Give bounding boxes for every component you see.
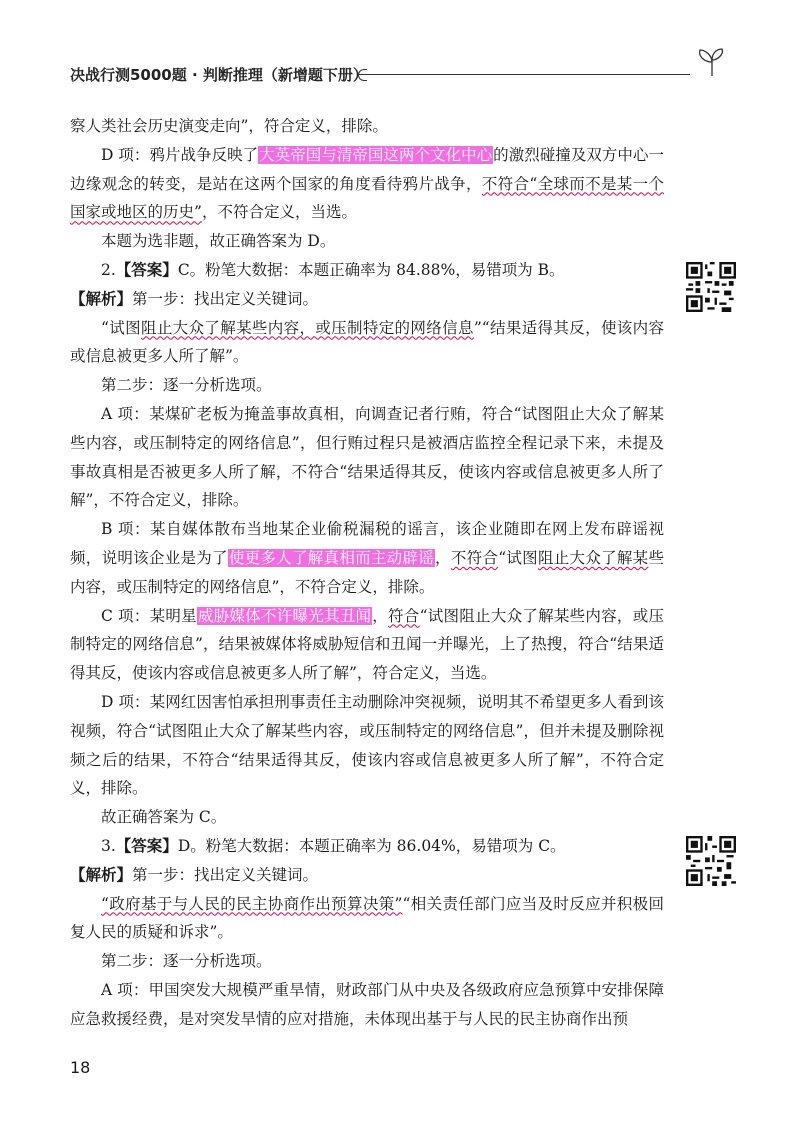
header-rule: [358, 74, 690, 75]
sprout-icon: [692, 48, 732, 78]
page-number: 18: [70, 1058, 91, 1077]
option-a: A 项：某煤矿老板为掩盖事故真相，向调查记者行贿，符合“试图阻止大众了解某些内容，或压制特定的网络信息”，但行贿过程只是被酒店监控全程记录下来，未提及事故真相是否被更多人所了解，不符合“结果适得其反，使该内容或信息被更多人所了解”，不符合定义，排除。: [70, 404, 664, 510]
highlight: 威胁媒体不许曝光其丑闻: [197, 606, 372, 625]
paragraph: 第二步：逐一分析选项。: [101, 376, 272, 395]
paragraph: 故正确答案为 C。: [101, 808, 227, 827]
paragraph: 察人类社会历史演变走向”，符合定义，排除。: [70, 117, 388, 135]
analysis-heading: 【解析】第一步：找出定义关键词。: [70, 865, 319, 884]
wavy-underline: 符合: [388, 606, 420, 625]
qr-code-icon[interactable]: [686, 262, 736, 312]
question-answer: 2.【答案】C。粉笔大数据：本题正确率为 84.88%，易错项为 B。: [101, 260, 565, 279]
analysis-heading: 【解析】第一步：找出定义关键词。: [70, 289, 319, 308]
option-a: A 项：甲国突发大规模严重旱情，财政部门从中央及各级政府应急预算中安排保障应急救援经费，是对突发旱情的应对措施，未体现出基于与人民的民主协商作出预: [70, 980, 664, 1028]
paragraph: “试图阻止大众了解某些内容，或压制特定的网络信息”“结果适得其反，使该内容或信息被更多人所了解”。: [70, 318, 664, 366]
wavy-underline: 不符合: [450, 548, 499, 567]
option-c: C 项：某明星威胁媒体不许曝光其丑闻，符合“试图阻止大众了解某些内容，或压制特定的网络信息”，结果被媒体将威胁短信和丑闻一并曝光，上了热搜，符合“结果适得其反，使该内容或信息被更多人所了解”，符合定义，当选。: [70, 606, 664, 683]
paragraph: 第二步：逐一分析选项。: [101, 952, 272, 971]
highlight: 大英帝国与清帝国这两个文化中心: [259, 145, 493, 164]
wavy-underline: 阻止大众了解某: [537, 548, 649, 567]
qr-code-icon[interactable]: [686, 836, 736, 886]
book-title: 决战行测5000题 · 判断推理（新增题下册）: [70, 66, 368, 84]
paragraph: 本题为选非题，故正确答案为 D。: [101, 232, 336, 251]
highlight: 使更多人了解真相而主动辟谣: [228, 548, 435, 567]
wavy-underline: “政府基于与人民的民主协商作出预算决策”: [101, 894, 403, 913]
question-answer: 3.【答案】D。粉笔大数据：本题正确率为 86.04%，易错项为 C。: [101, 836, 566, 855]
paragraph: “政府基于与人民的民主协商作出预算决策”“相关责任部门应当及时反应并积极回复人民的质疑和诉求”。: [70, 894, 664, 942]
paragraph: D 项：鸦片战争反映了大英帝国与清帝国这两个文化中心的激烈碰撞及双方中心一边缘观念的转变，是站在这两个国家的角度看待鸦片战争，不符合“全球而不是某一个国家或地区的历史”，不符合定义，当选。: [70, 145, 664, 222]
wavy-underline: 阻止大众了解某些内容，或压制特定的网络信息: [140, 318, 474, 337]
answer-explanation-body: [70, 112, 664, 1034]
running-header: [70, 58, 690, 88]
option-d: D 项：某网红因害怕承担刑事责任主动删除冲突视频，说明其不希望更多人看到该视频，符合“试图阻止大众了解某些内容，或压制特定的网络信息”，但并未提及删除视频之后的结果，不符合“结果适得其反，使该内容或信息被更多人所了解”，不符合定义，排除。: [70, 692, 664, 798]
option-b: B 项：某自媒体散布当地某企业偷税漏税的谣言，该企业随即在网上发布辟谣视频，说明该企业是为了使更多人了解真相而主动辟谣，不符合“试图阻止大众了解某些内容，或压制特定的网络信息”，不符合定义，排除。: [70, 520, 664, 596]
wavy-underline: 不符合“全球而不是某一个国家或地区的历史”: [70, 174, 664, 222]
